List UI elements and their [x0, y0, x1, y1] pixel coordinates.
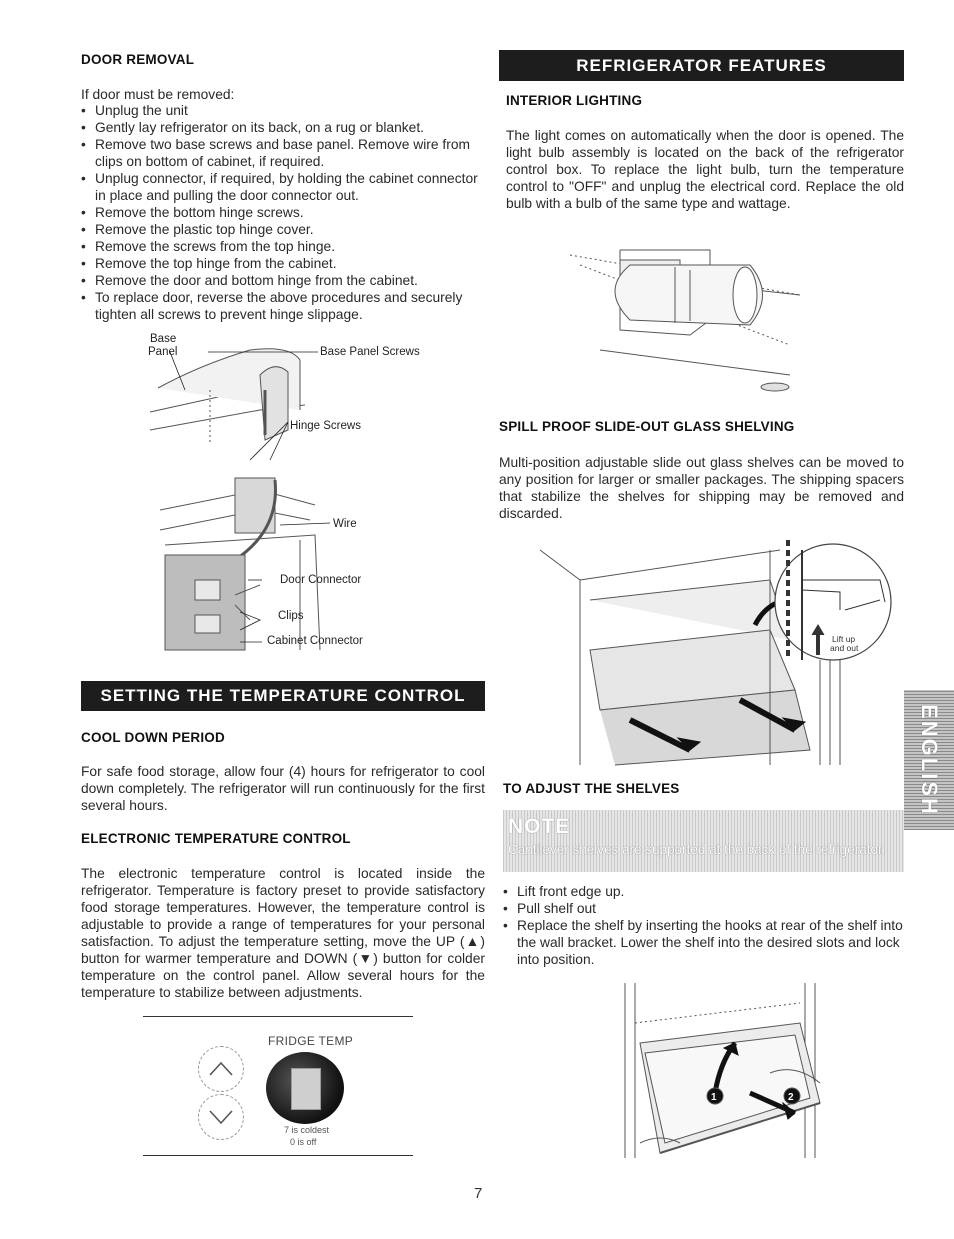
door-removal-heading: DOOR REMOVAL	[81, 52, 195, 67]
temp-display	[266, 1052, 344, 1124]
shelf-removal-illustration	[620, 983, 835, 1158]
list-item: • Pull shelf out	[503, 900, 904, 917]
interior-lighting-text: The light comes on automatically when the door is opened. The light bulb assembly is located on the back of the refrigerator control box. To replace the light bulb, turn the temperature control to "OFF" and unplug the electrical cord. Replace the old bulb with a bulb of the same type and wattage.	[506, 128, 904, 211]
side-tab-label: ENGLISH	[917, 704, 943, 816]
door-removal-steps	[81, 102, 485, 323]
label-hinge-screws: Hinge Screws	[290, 420, 361, 432]
list-item: • Remove the bottom hinge screws.	[81, 204, 485, 221]
door-hinge-illustration	[140, 330, 440, 655]
label-cabinet-connector: Cabinet Connector	[267, 635, 363, 647]
shelving-text: Multi-position adjustable slide out glass shelves can be moved to any position for larger or smaller packages. The shipping spacers that stabilize the shelves for shipping may be removed and discarded.	[499, 455, 904, 521]
list-item: • Remove the door and bottom hinge from the cabinet.	[81, 272, 485, 289]
electronic-control-heading: ELECTRONIC TEMPERATURE CONTROL	[81, 831, 351, 846]
banner-title: REFRIGERATOR FEATURES	[576, 55, 827, 75]
list-item: • Remove two base screws and base panel. Remove wire from clips on bottom of cabinet, if required.	[81, 136, 485, 170]
chevron-down-icon	[208, 1108, 234, 1126]
panel-bottom-rule	[143, 1155, 413, 1156]
shelf-adjust-diagram	[620, 983, 835, 1158]
temp-down-button[interactable]	[198, 1094, 244, 1140]
panel-top-rule	[143, 1016, 413, 1017]
list-item: • Remove the plastic top hinge cover.	[81, 221, 485, 238]
label-wire: Wire	[333, 518, 357, 530]
electronic-control-text: The electronic temperature control is located inside the refrigerator. Temperature is factory preset to provide satisfactory food storage temperatures. However, the temperature control is adjustable to provide a range of temperatures for your personal satisfaction. To adjust the temperature setting, move the UP (▲) button for warmer temperature and DOWN (▼) button for colder temperature on the control panel. Allow several hours for the temperature to stabilize between adjustments.	[81, 866, 485, 1000]
label-panel: Panel	[148, 346, 178, 358]
setting-temperature-banner	[81, 681, 485, 711]
light-bulb-diagram	[560, 225, 810, 400]
list-item: • Lift front edge up.	[503, 883, 904, 900]
refrigerator-features-banner	[499, 50, 904, 81]
cool-down-heading: COOL DOWN PERIOD	[81, 730, 225, 745]
fridge-temp-title: FRIDGE TEMP	[268, 1034, 354, 1048]
note-text: Cantilever shelves are supported at the back of the refrigerator.	[508, 842, 886, 857]
note-box	[503, 810, 904, 872]
light-bulb-illustration	[560, 225, 810, 400]
label-clips: Clips	[278, 610, 304, 622]
label-base: Base	[150, 333, 177, 345]
page-number: 7	[474, 1185, 483, 1202]
cool-down-text: For safe food storage, allow four (4) hours for refrigerator to cool down completely. The refrigerator will run continuously for the first several hours.	[81, 764, 485, 813]
list-item: • Replace the shelf by inserting the hooks at rear of the shelf into the wall bracket. Lower the shelf into the desired slots and lock into position.	[503, 917, 904, 968]
svg-text:1: 1	[711, 1092, 717, 1103]
label-lift-up: Lift up	[832, 634, 856, 644]
list-item: • Remove the top hinge from the cabinet.	[81, 255, 485, 272]
adjust-shelves-steps	[503, 883, 904, 968]
list-item: • Remove the screws from the top hinge.	[81, 238, 485, 255]
language-side-tab	[904, 690, 954, 830]
door-removal-diagram	[140, 330, 440, 655]
chevron-up-icon	[208, 1060, 234, 1078]
note-title: NOTE	[508, 815, 571, 838]
list-item: • Gently lay refrigerator on its back, on a rug or blanket.	[81, 119, 485, 136]
door-removal-intro: If door must be removed:	[81, 87, 235, 102]
banner-title: SETTING THE TEMPERATURE CONTROL	[100, 686, 466, 705]
label-base-panel-screws: Base Panel Screws	[320, 346, 420, 358]
label-and-out: and out	[830, 643, 859, 653]
shelving-diagram	[540, 520, 900, 770]
list-item: • Unplug the unit	[81, 102, 485, 119]
display-window	[291, 1068, 321, 1110]
list-item: • To replace door, reverse the above procedures and securely tighten all screws to prevent hinge slippage.	[81, 289, 485, 323]
label-door-connector: Door Connector	[280, 574, 362, 586]
panel-note-coldest: 7 is coldest	[284, 1125, 330, 1135]
interior-lighting-heading: INTERIOR LIGHTING	[506, 93, 643, 108]
list-item: • Unplug connector, if required, by holding the cabinet connector in place and pulling the door connector out.	[81, 170, 485, 204]
panel-note-off: 0 is off	[290, 1137, 317, 1147]
shelving-heading: SPILL PROOF SLIDE-OUT GLASS SHELVING	[499, 419, 795, 434]
svg-text:2: 2	[788, 1092, 794, 1103]
adjust-shelves-heading: TO ADJUST THE SHELVES	[503, 781, 680, 796]
temp-up-button[interactable]	[198, 1046, 244, 1092]
